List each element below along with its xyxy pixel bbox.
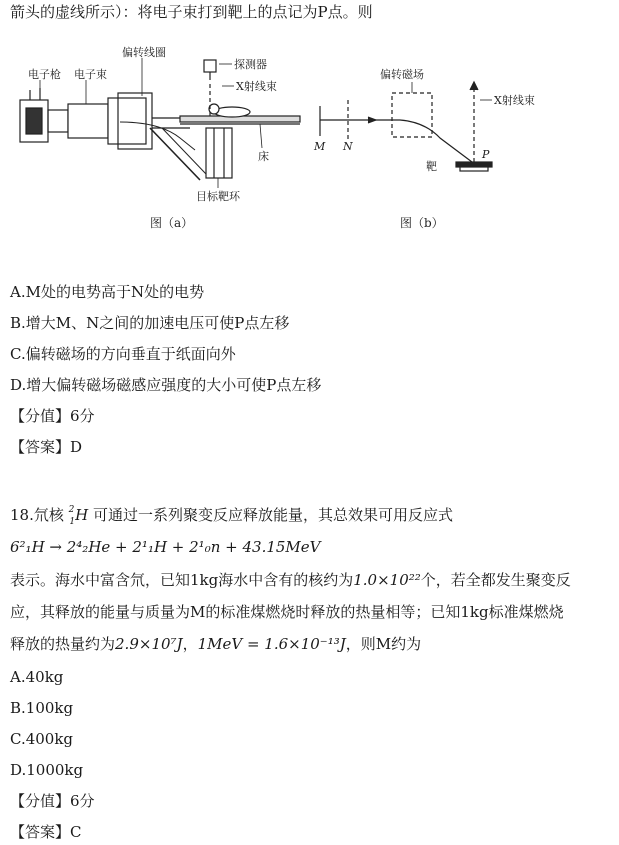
intro-text: 箭头的虚线所示）：将电子束打到靶上的点记为P点。则 — [10, 3, 373, 21]
figure-a-diagram — [20, 58, 300, 188]
q18-option-a: A.40kg — [10, 668, 64, 686]
q17-option-d: D.增大偏转磁场磁感应强度的大小可使P点左移 — [10, 376, 322, 394]
q17-option-a: A.M处的电势高于N处的电势 — [10, 283, 205, 301]
q18-answer: 【答案】C — [10, 823, 82, 841]
label-M: M — [314, 140, 326, 153]
q18-line3-b: 1.0×10²² — [353, 571, 421, 589]
q18-line3 — [10, 570, 571, 590]
label-deflection-field: 偏转磁场 — [380, 68, 424, 81]
q18-option-d: D.1000kg — [10, 761, 84, 779]
q17-answer: 【答案】D — [10, 438, 83, 456]
q17-option-c: C.偏转磁场的方向垂直于纸面向外 — [10, 345, 236, 363]
q18-line4: 应，其释放的能量与质量为M的标准煤燃烧时释放的热量相等；已知1kg标准煤燃烧 — [10, 603, 564, 621]
q18-equation: 6²₁H → 2⁴₂He + 2¹₁H + 2¹₀n + 43.15MeV — [10, 538, 321, 556]
label-deflection-coil: 偏转线圈 — [122, 46, 166, 59]
figure-b-diagram — [320, 82, 492, 171]
q18-line3-c: 个，若全都发生聚变反 — [420, 571, 571, 589]
q18-line5-b: 2.9×10⁷J — [115, 635, 183, 653]
q17-option-b: B.增大M、N之间的加速电压可使P点左移 — [10, 314, 290, 332]
label-electron-gun: 电子枪 — [28, 68, 61, 81]
q18-option-b: B.100kg — [10, 699, 74, 717]
label-N: N — [343, 140, 353, 153]
label-xray-beam-b: X射线束 — [494, 94, 535, 107]
q18-option-c: C.400kg — [10, 730, 74, 748]
physics-figure — [0, 38, 619, 238]
label-target-ring: 目标靶环 — [196, 190, 240, 203]
q17-score: 【分值】6分 — [10, 407, 95, 425]
label-detector: 探测器 — [234, 58, 267, 71]
q18-line3-a: 表示。海水中富含氘，已知1kg海水中含有的核约为 — [10, 571, 354, 589]
q18-stem — [10, 502, 453, 532]
caption-a: 图（a） — [150, 216, 194, 230]
label-P: P — [482, 148, 490, 161]
label-target: 靶 — [426, 160, 437, 173]
deuteron-symbol: $^2_1$H — [68, 505, 89, 527]
q18-stem-rest: 可通过一系列聚变反应释放能量，其总效果可用反应式 — [92, 506, 453, 524]
q18-line5 — [10, 634, 421, 654]
label-electron-beam: 电子束 — [74, 68, 107, 81]
q18-line5-c: ， — [182, 635, 198, 653]
caption-b: 图（b） — [400, 216, 444, 230]
q18-line5-d: 1MeV = 1.6×10⁻¹³J — [197, 635, 346, 653]
q18-line5-e: ，则M约为 — [345, 635, 422, 653]
label-bed: 床 — [258, 150, 269, 163]
q18-stem-prefix: 18.氘核 — [10, 506, 64, 524]
q18-line5-a: 释放的热量约为 — [10, 635, 116, 653]
label-xray-beam-a: X射线束 — [236, 80, 277, 93]
q18-score: 【分值】6分 — [10, 792, 95, 810]
